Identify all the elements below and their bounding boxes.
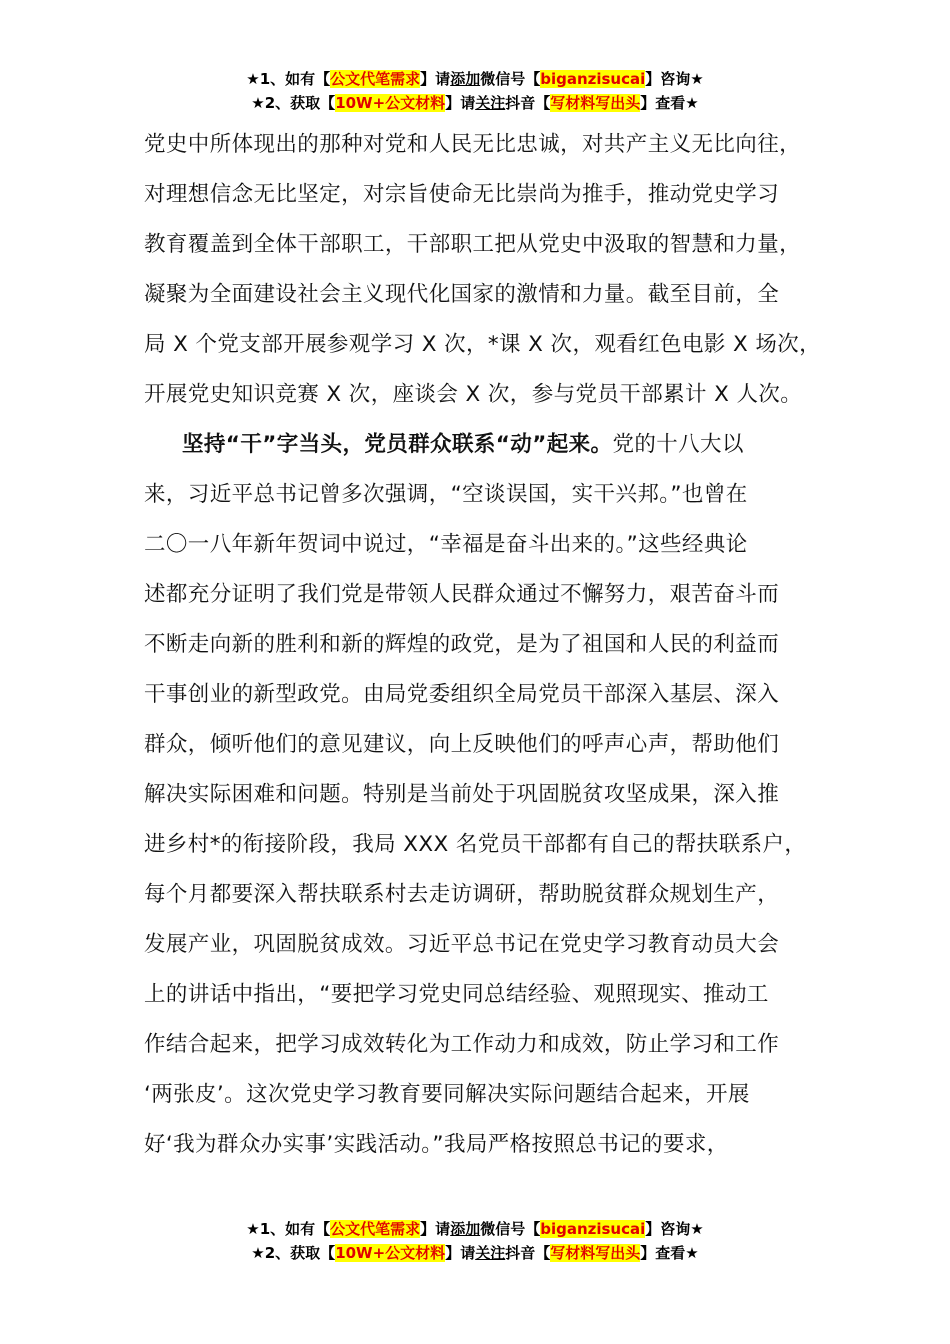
body-line: 上的讲话中指出，“要把学习党史同总结经验、观照现实、推动工 [144,982,769,1007]
highlight-douyin: 写材料写出头 [550,1244,641,1262]
banner-text: 】咨询★ [645,70,704,88]
banner-line-1 [0,67,950,91]
banner-text: 】查看★ [640,1244,699,1262]
body-line: 每个月都要深入帮扶联系村去走访调研，帮助脱贫群众规划生产， [144,882,780,907]
body-line: 好‘我为群众办实事’实践活动。”我局严格按照总书记的要求， [144,1132,729,1157]
paragraph-lead-heading: 坚持“干”字当头，党员群众联系“动”起来。 [182,432,613,457]
body-line: 党史中所体现出的那种对党和人民无比忠诚，对共产主义无比向往， [144,132,802,157]
banner-text: 】请 [445,94,476,112]
banner-text: 微信号【 [480,70,541,88]
banner-text: 抖音【 [505,94,551,112]
banner-text: 】咨询★ [645,1220,704,1238]
banner-line-2 [0,91,950,115]
highlight-service: 公文代笔需求 [330,70,421,88]
body-line: 开展党史知识竞赛 X 次，座谈会 X 次，参与党员干部累计 X 人次。 [144,382,803,407]
body-line: 二〇一八年新年贺词中说过，“幸福是奋斗出来的。”这些经典论 [144,532,748,557]
paragraph-first-line [144,420,834,470]
underlined-add: 添加 [450,70,481,88]
body-line: 发展产业，巩固脱贫成效。习近平总书记在党史学习教育动员大会 [144,932,780,957]
document-body [144,120,834,1170]
footer-banner [0,1217,950,1265]
highlight-douyin: 写材料写出头 [550,94,641,112]
banner-line-1 [0,1217,950,1241]
banner-text: 】查看★ [640,94,699,112]
body-line: ‘两张皮’。这次党史学习教育要同解决实际问题结合起来，开展 [144,1082,750,1107]
header-banner [0,67,950,115]
body-line: 群众，倾听他们的意见建议，向上反映他们的呼声心声，帮助他们 [144,732,780,757]
highlight-materials: 10W+公文材料 [335,94,446,112]
banner-text: 】请 [420,70,451,88]
highlight-wechat-id: biganzisucai [540,70,646,88]
underlined-follow: 关注 [475,94,506,112]
highlight-service: 公文代笔需求 [330,1220,421,1238]
highlight-wechat-id: biganzisucai [540,1220,646,1238]
body-line: 干事创业的新型政党。由局党委组织全局党员干部深入基层、深入 [144,682,780,707]
banner-text: 微信号【 [480,1220,541,1238]
body-line: 教育覆盖到全体干部职工，干部职工把从党史中汲取的智慧和力量， [144,232,802,257]
body-line: 述都充分证明了我们党是带领人民群众通过不懈努力，艰苦奋斗而 [144,582,780,607]
body-line: 解决实际困难和问题。特别是当前处于巩固脱贫攻坚成果，深入推 [144,782,780,807]
banner-text: 】请 [420,1220,451,1238]
underlined-follow: 关注 [475,1244,506,1262]
banner-text: ★1、如有【 [246,1220,331,1238]
body-line: 作结合起来，把学习成效转化为工作动力和成效，防止学习和工作 [144,1032,780,1057]
underlined-add: 添加 [450,1220,481,1238]
highlight-materials: 10W+公文材料 [335,1244,446,1262]
body-line: 对理想信念无比坚定，对宗旨使命无比崇尚为推手，推动党史学习 [144,182,780,207]
body-line: 凝聚为全面建设社会主义现代化国家的激情和力量。截至目前，全 [144,282,780,307]
banner-text: 】请 [445,1244,476,1262]
body-text-run: 党的十八大以 [612,432,744,457]
banner-line-2 [0,1241,950,1265]
body-line: 来，习近平总书记曾多次强调，“空谈误国，实干兴邦。”也曾在 [144,482,748,507]
body-line: 局 X 个党支部开展参观学习 X 次，*课 X 次，观看红色电影 X 场次， [144,332,822,357]
banner-text: ★2、获取【 [251,94,336,112]
body-line: 不断走向新的胜利和新的辉煌的政党，是为了祖国和人民的利益而 [144,632,780,657]
body-line: 进乡村*的衔接阶段，我局 XXX 名党员干部都有自己的帮扶联系户， [144,832,807,857]
banner-text: 抖音【 [505,1244,551,1262]
banner-text: ★1、如有【 [246,70,331,88]
banner-text: ★2、获取【 [251,1244,336,1262]
